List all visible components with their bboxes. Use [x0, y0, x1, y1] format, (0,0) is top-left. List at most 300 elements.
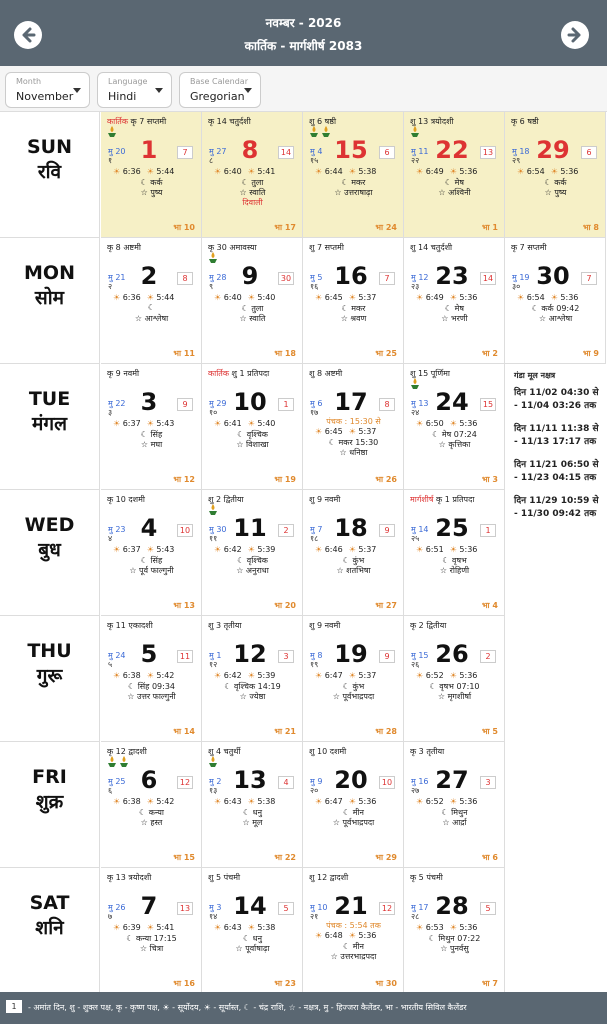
hindu-month-title: कार्तिक - मार्गशीर्ष 2083	[244, 39, 363, 53]
day-cell[interactable]	[404, 616, 505, 742]
tithi-text: कृ 30 अमावस्या	[208, 243, 257, 252]
sun-times	[416, 797, 477, 806]
bharatiya-date: भा 10	[173, 223, 195, 232]
gregorian-date: 24	[435, 388, 469, 416]
nakshatra-name: पूर्व फाल्गुनी	[139, 566, 174, 575]
sun-times	[113, 671, 174, 680]
moon-icon: ☾	[444, 178, 455, 187]
rashi-name: कन्या	[148, 808, 164, 817]
sunset-icon: ☀	[348, 545, 356, 554]
indian-date: ९	[209, 282, 214, 291]
nakshatra	[404, 313, 505, 324]
rashi-name: मीन	[352, 942, 364, 951]
star-icon: ☆	[236, 440, 247, 449]
tithi-label	[107, 620, 153, 631]
gandmool-panel	[506, 364, 607, 531]
gregorian-date: 10	[233, 388, 267, 416]
day-cell[interactable]	[101, 616, 202, 742]
hijri-date: मु 24	[108, 651, 126, 660]
sunset-icon: ☀	[348, 797, 356, 806]
tithi-label	[410, 242, 452, 253]
sunset-time: 5:36	[560, 293, 579, 302]
sun-times	[113, 545, 174, 554]
tithi-text: शु 8 अष्टमी	[309, 369, 343, 378]
tithi-number-badge: 12	[177, 776, 193, 789]
sunset-icon: ☀	[247, 167, 255, 176]
tithi-number-badge: 7	[581, 272, 597, 285]
star-icon: ☆	[332, 692, 343, 701]
sunrise-icon: ☀	[416, 923, 424, 932]
sunset-icon: ☀	[550, 167, 558, 176]
rashi-name: मेष	[454, 178, 465, 187]
nakshatra	[101, 943, 202, 954]
sunset-icon: ☀	[449, 293, 457, 302]
tithi-text: कृ 6 षष्ठी	[511, 117, 539, 126]
day-name-hi: मंगल	[32, 413, 67, 435]
day-name-en: FRI	[32, 766, 67, 788]
indian-date: ५	[108, 660, 113, 669]
day-cell[interactable]	[303, 112, 404, 238]
rashi-name: कन्या 17:15	[135, 934, 177, 943]
rashi-name: मकर	[351, 178, 366, 187]
day-cell[interactable]	[303, 238, 404, 364]
nakshatra-name: पूर्वभाद्रपदा	[342, 692, 375, 701]
tithi-label	[309, 872, 348, 883]
bharatiya-date: भा 1	[481, 223, 498, 232]
bharatiya-date: भा 24	[375, 223, 397, 232]
header	[0, 0, 607, 66]
day-cell[interactable]	[202, 238, 303, 364]
tithi-number-badge: 3	[278, 650, 294, 663]
nakshatra-name: रोहिणी	[449, 566, 470, 575]
star-icon: ☆	[330, 952, 341, 961]
sunrise-icon: ☀	[416, 293, 424, 302]
sunrise-icon: ☀	[113, 419, 121, 428]
tithi-number-badge: 1	[278, 398, 294, 411]
gandmool-item: दिन 11/29 10:59 से - 11/30 09:42 तक	[514, 496, 599, 519]
sunset-time: 5:44	[156, 293, 175, 302]
tithi-number-badge: 3	[480, 776, 496, 789]
sunset-icon: ☀	[348, 293, 356, 302]
empty-cell	[505, 616, 606, 742]
nakshatra-name: पुनर्वसु	[449, 944, 469, 953]
sun-times	[416, 293, 477, 302]
sun-times	[214, 797, 275, 806]
rashi-name: वृश्चिक 14:19	[233, 682, 281, 691]
tithi-number-badge: 15	[480, 398, 496, 411]
nakshatra	[202, 691, 303, 702]
sunset-time: 5:42	[156, 671, 175, 680]
tithi-number-badge: 5	[278, 902, 294, 915]
sunrise-icon: ☀	[517, 293, 525, 302]
moon-icon: ☾	[544, 178, 555, 187]
nakshatra	[101, 439, 202, 450]
indian-date: ४	[108, 534, 113, 543]
moon-icon: ☾	[147, 303, 156, 312]
indian-date: ६	[108, 786, 113, 795]
sun-times	[214, 419, 275, 428]
tithi-label	[410, 620, 446, 631]
tithi-label	[208, 368, 269, 379]
nakshatra	[303, 313, 404, 324]
star-icon: ☆	[544, 188, 555, 197]
panchak-label: पंचक : 5:54 तक	[326, 921, 381, 930]
sunrise-icon: ☀	[416, 419, 424, 428]
sunrise-icon: ☀	[214, 671, 222, 680]
sunset-icon: ☀	[146, 419, 154, 428]
day-label-thu	[0, 616, 100, 742]
day-cell[interactable]	[303, 616, 404, 742]
sunset-icon: ☀	[449, 923, 457, 932]
sunrise-time: 6:49	[425, 293, 444, 302]
day-cell[interactable]	[202, 364, 303, 490]
sunrise-icon: ☀	[214, 293, 222, 302]
star-icon: ☆	[332, 818, 343, 827]
hijri-date: मु 20	[108, 147, 126, 156]
sunset-time: 5:44	[156, 167, 175, 176]
sunset-time: 5:41	[257, 167, 276, 176]
moon-icon: ☾	[241, 178, 252, 187]
day-cell[interactable]	[404, 364, 505, 490]
sunset-icon: ☀	[449, 167, 457, 176]
gregorian-date: 1	[140, 136, 158, 164]
sunrise-icon: ☀	[315, 931, 323, 940]
sunset-icon: ☀	[247, 671, 255, 680]
sun-times	[315, 671, 376, 680]
tithi-number-badge: 10	[177, 524, 193, 537]
rashi-name: सिंह	[150, 430, 163, 439]
gregorian-date: 19	[334, 640, 368, 668]
sunset-time: 5:37	[358, 545, 377, 554]
sunrise-icon: ☀	[214, 545, 222, 554]
sunrise-icon: ☀	[214, 797, 222, 806]
tithi-label	[511, 242, 547, 253]
nakshatra	[303, 447, 404, 458]
gregorian-date: 13	[233, 766, 267, 794]
tithi-number-badge: 1	[480, 524, 496, 537]
bharatiya-date: भा 5	[481, 727, 498, 736]
nakshatra	[202, 565, 303, 576]
day-cell[interactable]	[303, 364, 404, 490]
day-cell[interactable]	[202, 868, 303, 994]
star-icon: ☆	[442, 818, 453, 827]
sunset-time: 5:36	[459, 671, 478, 680]
star-icon: ☆	[440, 944, 450, 953]
indian-date: ३०	[512, 282, 521, 291]
sunrise-icon: ☀	[113, 545, 121, 554]
month-select-value: November	[16, 90, 74, 103]
sunset-time: 5:36	[560, 167, 579, 176]
nakshatra-name: कृत्तिका	[448, 440, 471, 449]
indian-date: १	[108, 156, 113, 165]
sunrise-time: 6:36	[122, 293, 141, 302]
hijri-date: मु 7	[310, 525, 323, 534]
tithi-number-badge: 11	[177, 650, 193, 663]
sun-times	[214, 167, 275, 176]
day-cell[interactable]	[202, 616, 303, 742]
day-name-en: MON	[24, 262, 75, 284]
hijri-date: मु 16	[411, 777, 429, 786]
panchak-label: पंचक : 15:30 से	[326, 417, 381, 426]
hijri-date: मु 5	[310, 273, 323, 282]
day-cell[interactable]	[404, 490, 505, 616]
sunset-icon: ☀	[247, 797, 255, 806]
chevron-down-icon	[244, 88, 252, 93]
day-cell[interactable]	[202, 742, 303, 868]
sunset-icon: ☀	[348, 167, 356, 176]
moon-icon: ☾	[237, 556, 247, 565]
tithi-text: कृ 9 नवमी	[107, 369, 140, 378]
tithi-text: कृ 3 तृतीया	[410, 747, 445, 756]
hijri-date: मु 22	[108, 399, 126, 408]
nakshatra-name: शतभिषा	[346, 566, 371, 575]
indian-date: १७	[310, 408, 319, 417]
sunrise-time: 6:39	[122, 923, 141, 932]
tithi-label	[208, 620, 242, 631]
tithi-label	[208, 116, 251, 127]
tithi-text: कृ 12 द्वादशी	[107, 747, 147, 756]
day-cell[interactable]	[202, 112, 303, 238]
star-icon: ☆	[437, 692, 448, 701]
sunrise-time: 6:48	[324, 931, 343, 940]
arrow-right-icon	[561, 21, 589, 49]
gregorian-date: 2	[140, 262, 158, 290]
sunset-icon: ☀	[348, 671, 356, 680]
sunset-time: 5:40	[257, 293, 276, 302]
bharatiya-date: भा 4	[481, 601, 498, 610]
sun-times	[416, 923, 477, 932]
day-name-hi: रवि	[37, 161, 62, 183]
star-icon: ☆	[134, 314, 145, 323]
gregorian-date: 17	[334, 388, 368, 416]
sunrise-time: 6:41	[223, 419, 242, 428]
nakshatra-name: मघा	[150, 440, 163, 449]
nakshatra	[505, 313, 606, 324]
sunrise-icon: ☀	[416, 545, 424, 554]
tithi-number-badge: 13	[177, 902, 193, 915]
day-name-hi: शुक्र	[35, 791, 64, 813]
tithi-text: कृ 10 दशमी	[107, 495, 145, 504]
indian-date: २५	[411, 534, 420, 543]
gregorian-date: 23	[435, 262, 469, 290]
tithi-text: शु 13 त्रयोदशी	[410, 117, 454, 126]
tithi-number-badge: 2	[480, 650, 496, 663]
nakshatra	[202, 817, 303, 828]
moon-icon: ☾	[342, 942, 353, 951]
day-label-tue	[0, 364, 100, 490]
sunset-time: 5:40	[257, 419, 276, 428]
sunrise-time: 6:45	[324, 427, 343, 436]
sunset-time: 5:36	[358, 797, 377, 806]
tithi-number-badge: 9	[379, 650, 395, 663]
hindu-month-name: मार्गशीर्ष	[410, 495, 434, 504]
tithi-number-badge: 12	[379, 902, 395, 915]
hijri-date: मु 23	[108, 525, 126, 534]
rashi-name: कर्क	[150, 178, 163, 187]
sunrise-icon: ☀	[113, 797, 121, 806]
sunset-time: 5:38	[257, 797, 276, 806]
chevron-down-icon	[155, 88, 163, 93]
nakshatra-name: धनिष्ठा	[349, 448, 368, 457]
nakshatra	[303, 817, 404, 828]
day-cell[interactable]	[404, 742, 505, 868]
sunset-time: 5:36	[459, 923, 478, 932]
day-cell[interactable]	[303, 868, 404, 994]
day-label-mon	[0, 238, 100, 364]
moon-icon: ☾	[341, 304, 352, 313]
moon-icon: ☾	[241, 304, 252, 313]
bharatiya-date: भा 17	[274, 223, 296, 232]
sunrise-time: 6:37	[122, 545, 141, 554]
star-icon: ☆	[441, 314, 451, 323]
nakshatra-name: पुष्य	[150, 188, 163, 197]
sunset-icon: ☀	[247, 545, 255, 554]
hijri-date: मु 4	[310, 147, 323, 156]
nakshatra-name: स्वाति	[249, 314, 266, 323]
nakshatra	[101, 691, 202, 702]
nakshatra-name: हस्त	[150, 818, 163, 827]
sunrise-time: 6:54	[526, 293, 545, 302]
tithi-text: कृ 2 द्वितीया	[410, 621, 447, 630]
sunrise-time: 6:40	[223, 293, 242, 302]
sun-times	[315, 167, 376, 176]
moon-icon: ☾	[140, 178, 151, 187]
sunrise-icon: ☀	[113, 167, 121, 176]
sunrise-icon: ☀	[214, 167, 222, 176]
day-cell[interactable]	[505, 238, 606, 364]
sun-times	[416, 419, 477, 428]
tithi-number-badge: 4	[278, 776, 294, 789]
day-cell[interactable]	[303, 490, 404, 616]
rashi-name: मिथुन 07:22	[438, 934, 481, 943]
nakshatra	[202, 439, 303, 450]
month-select[interactable]	[5, 72, 90, 108]
gregorian-date: 28	[435, 892, 469, 920]
star-icon: ☆	[438, 440, 449, 449]
diya-icon	[208, 504, 218, 516]
sun-times	[113, 419, 174, 428]
day-cell[interactable]	[101, 868, 202, 994]
day-cell[interactable]	[404, 868, 505, 994]
diya-icon	[309, 126, 319, 138]
indian-date: ३	[108, 408, 113, 417]
sun-times	[315, 427, 376, 436]
star-icon: ☆	[127, 692, 137, 701]
nakshatra-name: उत्तराषाढ़ा	[344, 188, 373, 197]
sunset-icon: ☀	[449, 545, 457, 554]
bharatiya-date: भा 18	[274, 349, 296, 358]
day-cell[interactable]	[101, 742, 202, 868]
sun-times	[416, 545, 477, 554]
hijri-date: मु 1	[209, 651, 222, 660]
rashi-name: मीन	[352, 808, 364, 817]
star-icon: ☆	[140, 440, 151, 449]
gregorian-date: 7	[140, 892, 158, 920]
language-select[interactable]	[97, 72, 172, 108]
sunrise-icon: ☀	[113, 923, 121, 932]
sunset-time: 5:42	[156, 797, 175, 806]
sunrise-icon: ☀	[416, 167, 424, 176]
sunrise-time: 6:47	[324, 797, 343, 806]
sunrise-time: 6:37	[122, 419, 141, 428]
day-cell[interactable]	[303, 742, 404, 868]
star-icon: ☆	[235, 944, 246, 953]
hindu-month-name: कार्तिक	[208, 369, 229, 378]
indian-date: १५	[310, 156, 319, 165]
gregorian-date: 14	[233, 892, 267, 920]
base-calendar-select[interactable]	[179, 72, 261, 108]
day-cell[interactable]	[404, 238, 505, 364]
moon-icon: ☾	[444, 304, 455, 313]
star-icon: ☆	[239, 314, 250, 323]
star-icon: ☆	[140, 818, 151, 827]
sunset-time: 5:36	[459, 293, 478, 302]
hijri-date: मु 6	[310, 399, 323, 408]
sun-times	[315, 931, 376, 940]
sunrise-time: 6:42	[223, 671, 242, 680]
day-cell[interactable]	[101, 490, 202, 616]
sunrise-icon: ☀	[315, 797, 323, 806]
day-cell[interactable]	[101, 238, 202, 364]
sunrise-icon: ☀	[416, 797, 424, 806]
tithi-label	[410, 872, 443, 883]
sunrise-time: 6:36	[122, 167, 141, 176]
rashi-name: कर्क	[554, 178, 567, 187]
day-cell[interactable]	[404, 112, 505, 238]
gandmool-item: दिन 11/02 04:30 से - 11/04 03:26 तक	[514, 388, 599, 411]
nakshatra	[202, 313, 303, 324]
bharatiya-date: भा 20	[274, 601, 296, 610]
indian-date: १०	[209, 408, 218, 417]
bharatiya-date: भा 12	[173, 475, 195, 484]
hijri-date: मु 13	[411, 399, 429, 408]
moon-icon: ☾	[428, 934, 439, 943]
day-cell[interactable]	[202, 490, 303, 616]
bharatiya-date: भा 2	[481, 349, 498, 358]
next-month-button[interactable]	[561, 21, 589, 49]
day-cell[interactable]	[505, 112, 606, 238]
star-icon: ☆	[339, 448, 350, 457]
gregorian-date: 18	[334, 514, 368, 542]
sun-times	[113, 923, 174, 932]
hijri-date: मु 21	[108, 273, 126, 282]
nakshatra	[202, 943, 303, 954]
rashi-name: मकर 15:30	[338, 438, 379, 447]
moon-icon: ☾	[140, 430, 151, 439]
sunrise-icon: ☀	[113, 671, 121, 680]
sunset-time: 5:36	[358, 931, 377, 940]
month-select-label: Month	[16, 77, 42, 86]
day-cell[interactable]	[101, 112, 202, 238]
moon-rashi	[101, 303, 202, 312]
chevron-down-icon	[73, 88, 81, 93]
star-icon: ☆	[236, 566, 246, 575]
sunrise-time: 6:52	[425, 797, 444, 806]
sun-times	[113, 797, 174, 806]
tithi-number-badge: 10	[379, 776, 395, 789]
moon-icon: ☾	[126, 934, 136, 943]
tithi-text: शु 2 द्वितीया	[208, 495, 244, 504]
bharatiya-date: भा 3	[481, 475, 498, 484]
indian-date: २१	[310, 912, 319, 921]
tithi-number-badge: 2	[278, 524, 294, 537]
sunrise-icon: ☀	[315, 293, 323, 302]
sunrise-time: 6:45	[324, 293, 343, 302]
indian-date: २९	[512, 156, 521, 165]
sunset-time: 5:36	[459, 167, 478, 176]
gregorian-date: 15	[334, 136, 368, 164]
day-cell[interactable]	[101, 364, 202, 490]
